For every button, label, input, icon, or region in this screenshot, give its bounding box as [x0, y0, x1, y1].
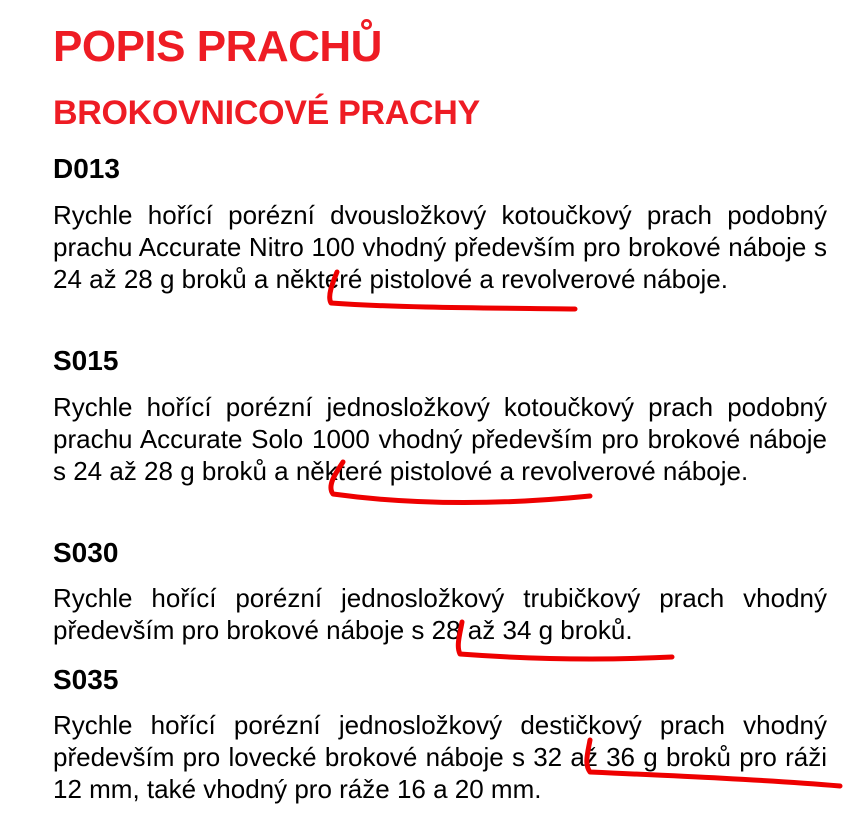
powder-description: Rychle hořící porézní dvousložkový kotoučkový prach podobný prachu Accurate Nitro 100 vhodný především pro brokové náboje s 24 až 28 g broků a některé pistolové a revolverové náboje.	[53, 200, 827, 294]
powder-description: Rychle hořící porézní jednosložkový kotoučkový prach podobný prachu Accurate Solo 1000 vhodný především pro brokové náboje s 24 až 28 g broků a některé pistolové a revolverové náboje.	[53, 392, 827, 486]
powder-description: Rychle hořící porézní jednosložkový trubičkový prach vhodný především pro brokové náboje s 28 až 34 g broků.	[53, 583, 827, 645]
powder-code: S035	[53, 664, 119, 695]
powder-code: S030	[53, 537, 119, 568]
document-title: POPIS PRACHŮ	[53, 22, 382, 71]
powder-code: D013	[53, 153, 120, 184]
powder-description: Rychle hořící porézní jednosložkový destičkový prach vhodný především pro lovecké brokové náboje s 32 až 36 g broků pro ráži 12 mm, také vhodný pro ráže 16 a 20 mm.	[53, 710, 827, 804]
powder-code: S015	[53, 345, 119, 376]
section-subtitle: BROKOVNICOVÉ PRACHY	[53, 94, 480, 132]
